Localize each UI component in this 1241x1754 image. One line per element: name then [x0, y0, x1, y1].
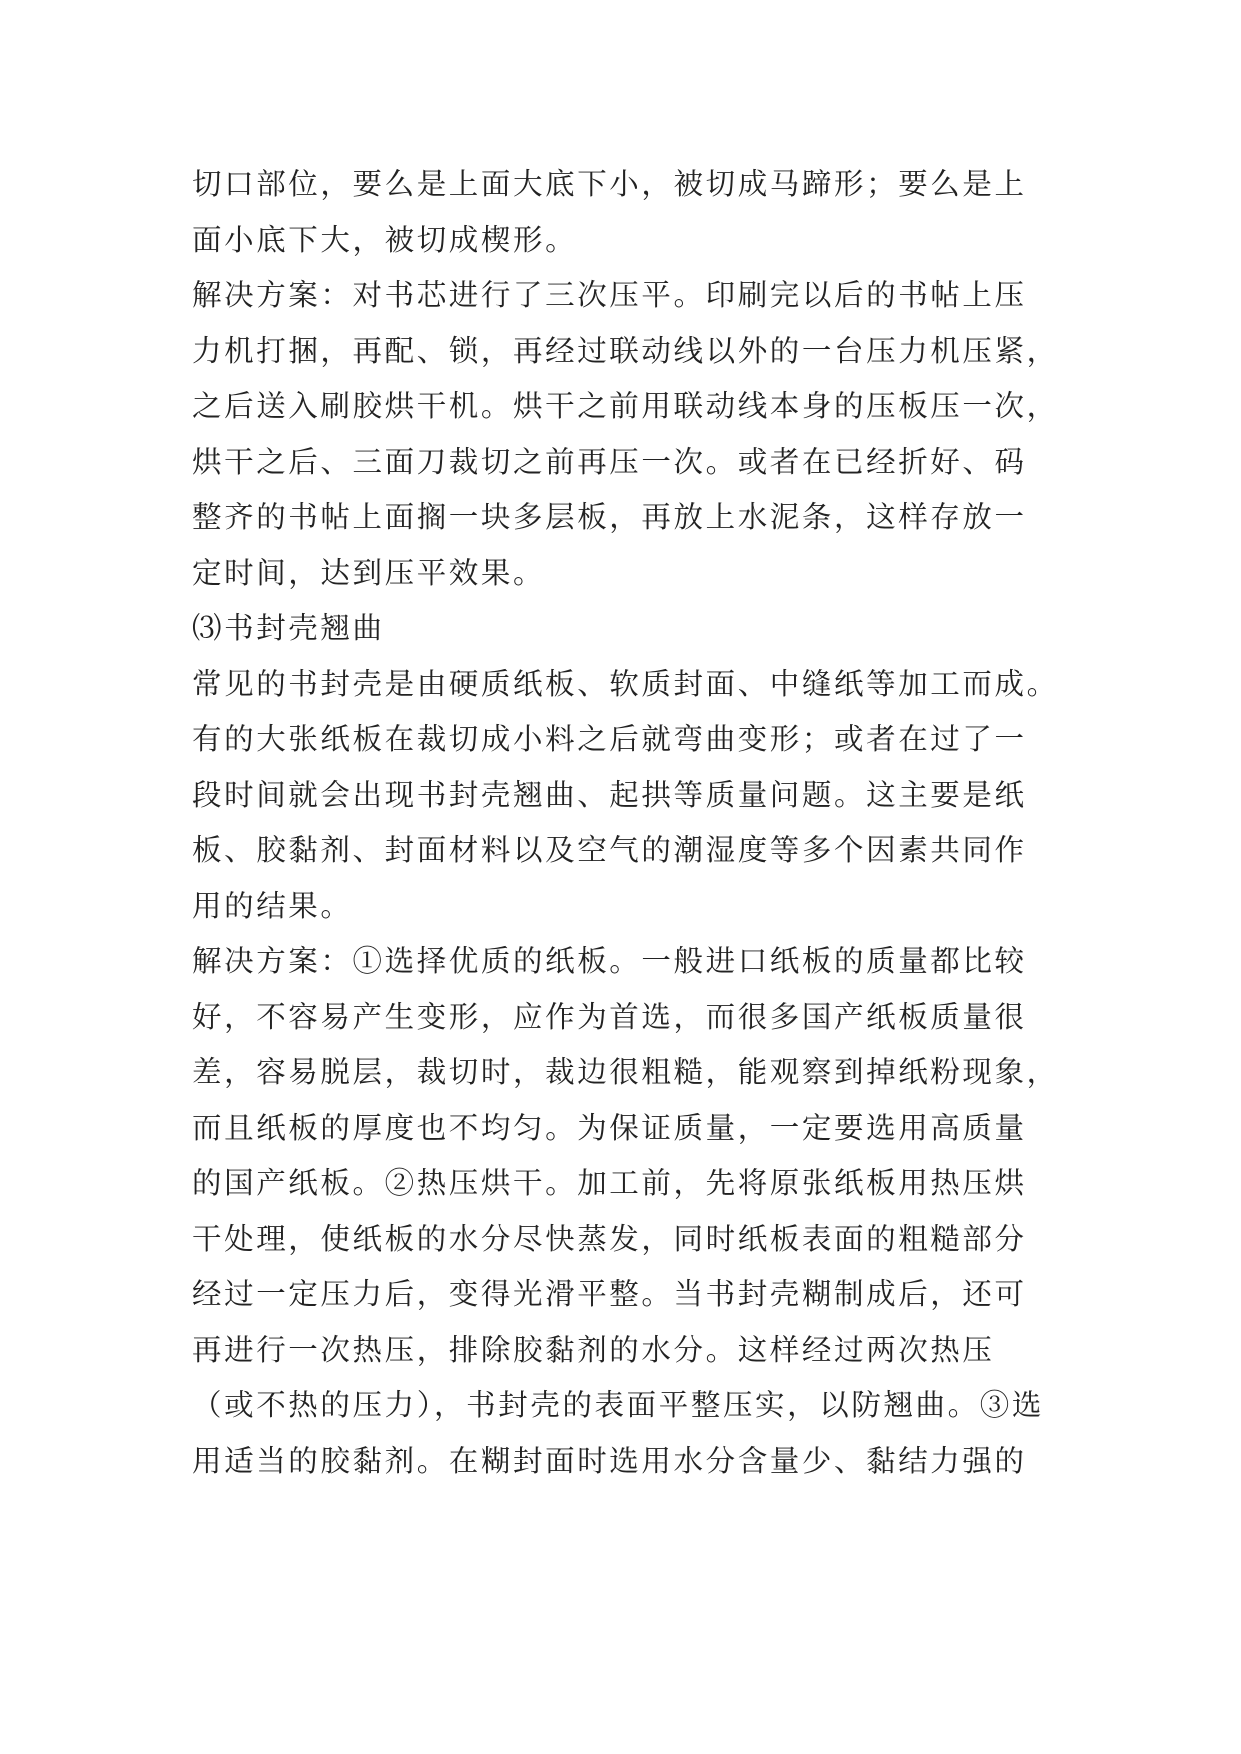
text-line: 解决方案：对书芯进行了三次压平。印刷完以后的书帖上压: [192, 278, 1027, 312]
text-line: 解决方案：①选择优质的纸板。一般进口纸板的质量都比较: [192, 944, 1027, 978]
text-line: 用适当的胶黏剂。在糊封面时选用水分含量少、黏结力强的: [192, 1443, 1027, 1478]
text-line: 常见的书封壳是由硬质纸板、软质封面、中缝纸等加工而成。: [192, 666, 1059, 701]
text-line: 面小底下大，被切成楔形。: [192, 222, 578, 257]
text-line: 板、胶黏剂、封面材料以及空气的潮湿度等多个因素共同作: [192, 833, 1027, 867]
section-heading: ⑶书封壳翘曲: [192, 611, 385, 645]
text-line: 干处理，使纸板的水分尽快蒸发，同时纸板表面的粗糙部分: [192, 1221, 1027, 1256]
text-line: 有的大张纸板在裁切成小料之后就弯曲变形；或者在过了一: [192, 722, 1027, 756]
text-line: 之后送入刷胶烘干机。烘干之前用联动线本身的压板压一次，: [192, 389, 1059, 423]
text-line: 用的结果。: [192, 888, 353, 923]
text-line: （或不热的压力），书封壳的表面平整压实，以防翘曲。③选: [192, 1388, 1044, 1422]
text-line: 再进行一次热压，排除胶黏剂的水分。这样经过两次热压: [192, 1332, 995, 1367]
text-line: 烘干之后、三面刀裁切之前再压一次。或者在已经折好、码: [192, 444, 1027, 479]
text-line: 力机打捆，再配、锁，再经过联动线以外的一台压力机压紧，: [192, 333, 1059, 368]
text-line: 经过一定压力后，变得光滑平整。当书封壳糊制成后，还可: [192, 1277, 1027, 1311]
text-line: 差，容易脱层，裁切时，裁边很粗糙，能观察到掉纸粉现象，: [192, 1055, 1059, 1089]
text-line: 切口部位，要么是上面大底下小，被切成马蹄形；要么是上: [192, 167, 1027, 201]
text-line: 整齐的书帖上面搁一块多层板，再放上水泥条，这样存放一: [192, 500, 1027, 534]
text-line: 的国产纸板。②热压烘干。加工前，先将原张纸板用热压烘: [192, 1166, 1027, 1200]
text-line: 好，不容易产生变形，应作为首选，而很多国产纸板质量很: [192, 999, 1027, 1034]
text-line: 段时间就会出现书封壳翘曲、起拱等质量问题。这主要是纸: [192, 777, 1027, 812]
text-line: 而且纸板的厚度也不均匀。为保证质量，一定要选用高质量: [192, 1110, 1027, 1145]
text-line: 定时间，达到压平效果。: [192, 555, 546, 590]
body-text: [192, 157, 1059, 1489]
